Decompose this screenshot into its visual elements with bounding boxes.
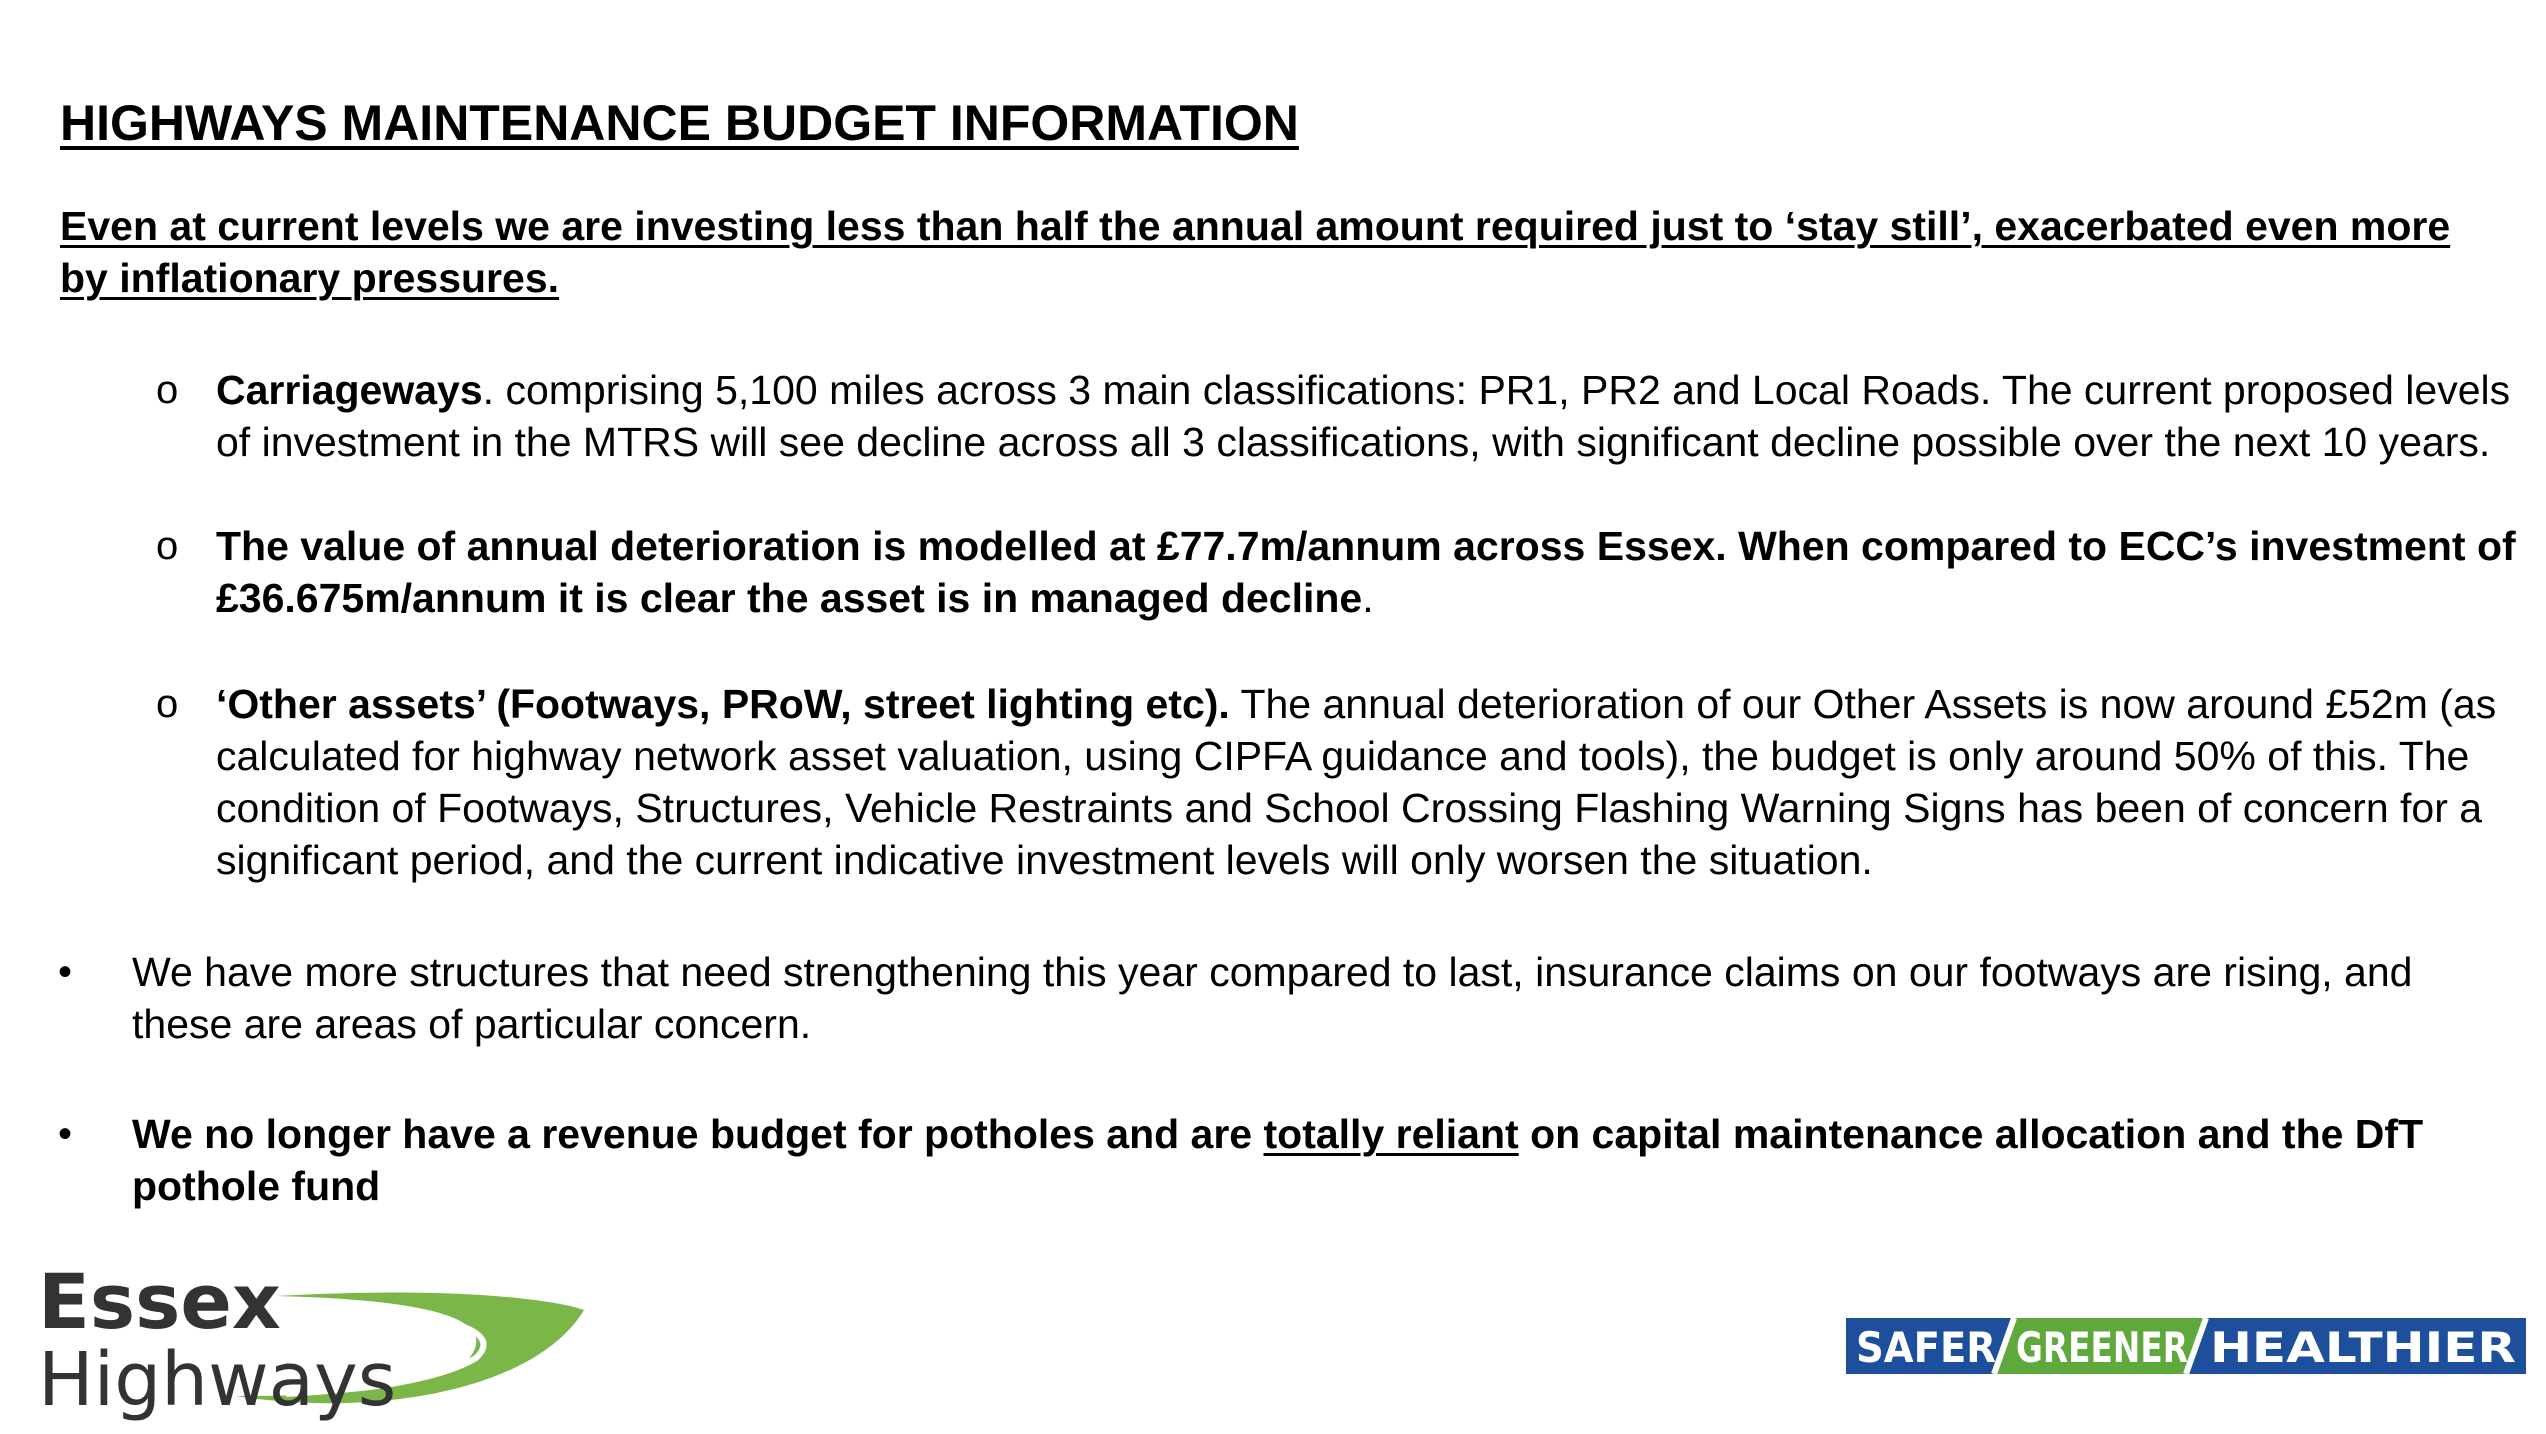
list-item-structures <box>58 946 2462 1050</box>
list-item-other-assets <box>156 678 2516 886</box>
essex-highways-logo <box>36 1250 606 1430</box>
other-assets-lead: ‘Other assets’ (Footways, PRoW, street lighting etc). <box>216 681 1230 727</box>
page-title: HIGHWAYS MAINTENANCE BUDGET INFORMATION <box>60 95 1299 151</box>
slogan-safer: SAFER <box>1856 1323 1996 1372</box>
list-item-deterioration <box>156 520 2516 624</box>
safer-greener-healthier-logo <box>1846 1318 2526 1374</box>
slogan-healthier: HEALTHIER <box>2210 1323 2516 1372</box>
carriageways-lead: Carriageways <box>216 367 483 413</box>
logo-word-essex: Essex <box>38 1257 281 1346</box>
bullet-icon: • <box>58 950 73 994</box>
list-item-carriageways <box>156 364 2516 468</box>
bullet-icon: • <box>58 1112 73 1156</box>
deterioration-lead: The value of annual deterioration is modelled at £77.7m/annum across Essex. When compared to ECC’s investment of £36.675m/annum it is clear the asset is in managed decline <box>216 523 2516 621</box>
carriageways-text: . comprising 5,100 miles across 3 main classifications: PR1, PR2 and Local Roads. The current proposed levels of investment in the MTRS will see decline across all 3 classifications, with significant decline possible over the next 10 years. <box>216 367 2511 465</box>
intro-statement: Even at current levels we are investing less than half the annual amount required just to ‘stay still’, exacerbated even more by inflationary pressures. <box>60 203 2451 301</box>
other-assets-text: The annual deterioration of our Other Assets is now around £52m (as calculated for highway network asset valuation, using CIPFA guidance and tools), the budget is only around 50% of this. The condition of Footways, Structures, Vehicle Restraints and School Crossing Flashing Warning Signs has been of concern for a significant period, and the current indicative investment levels will only worsen the situation. <box>216 681 2497 883</box>
structures-text: We have more structures that need strengthening this year compared to last, insurance claims on our footways are rising, and these are areas of particular concern. <box>132 949 2413 1047</box>
circle-bullet-icon: o <box>156 524 179 568</box>
deterioration-text: . <box>1362 575 1374 621</box>
list-item-potholes <box>58 1108 2462 1212</box>
circle-bullet-icon: o <box>156 682 179 726</box>
potholes-part1: We no longer have a revenue budget for potholes and are <box>132 1111 1264 1157</box>
potholes-emphasis: totally reliant <box>1263 1111 1519 1157</box>
logo-word-highways: Highways <box>38 1337 397 1423</box>
circle-bullet-icon: o <box>156 368 179 412</box>
potholes-part2: on capital maintenance allocation and the DfT pothole fund <box>132 1111 2424 1209</box>
slogan-greener: GREENER <box>2016 1323 2188 1372</box>
